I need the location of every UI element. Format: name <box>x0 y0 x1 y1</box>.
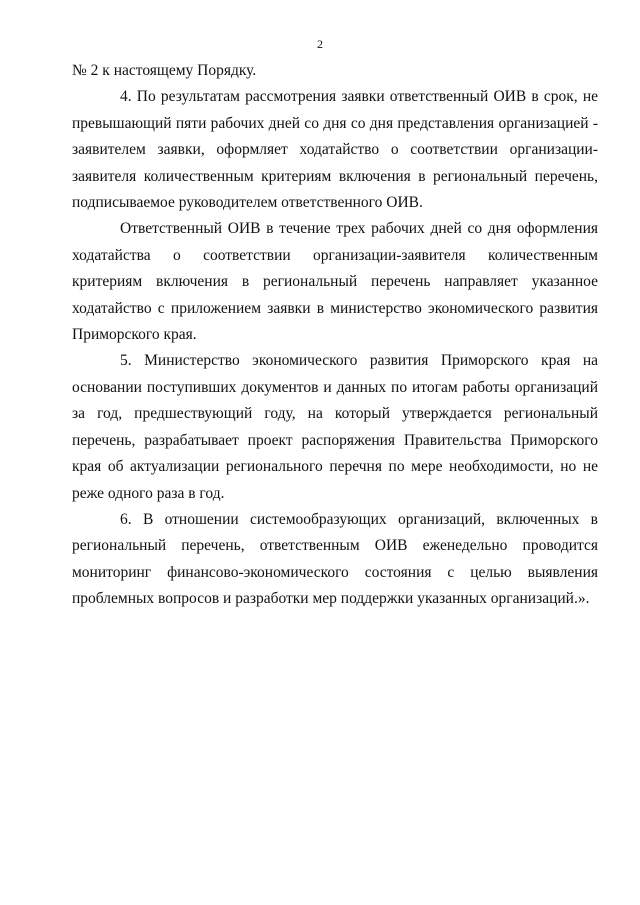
document-body <box>72 58 598 613</box>
paragraph-item-4: 4. По результатам рассмотрения заявки ответственный ОИВ в срок, не превышающий пяти рабочих дней со дня со дня представления организацией - заявителем заявки, оформляет ходатайство о соответствии организации-заявителя количественным критериям включения в региональный перечень, подписываемое руководителем ответственного ОИВ. <box>72 88 598 212</box>
paragraph-item-6: 6. В отношении системообразующих организаций, включенных в региональный перечень, ответственным ОИВ еженедельно проводится мониторинг финансово-экономического состояния с целью выявления проблемных вопросов и разработки мер поддержки указанных организаций.». <box>72 510 598 608</box>
paragraph-item-4-followup: Ответственный ОИВ в течение трех рабочих дней со дня оформления ходатайства о соответствии организации-заявителя количественным критериям включения в региональный перечень направляет указанное ходатайство с приложением заявки в министерство экономического развития Приморского края. <box>72 220 598 344</box>
paragraph-item-5: 5. Министерство экономического развития Приморского края на основании поступивших документов и данных по итогам работы организаций за год, предшествующий году, на который утверждается региональный перечень, разрабатывает проект распоряжения Правительства Приморского края об актуализации регионального перечня по мере необходимости, но не реже одного раза в год. <box>72 352 598 502</box>
page-number: 2 <box>317 37 323 51</box>
paragraph-continuation: № 2 к настоящему Порядку. <box>72 62 257 79</box>
